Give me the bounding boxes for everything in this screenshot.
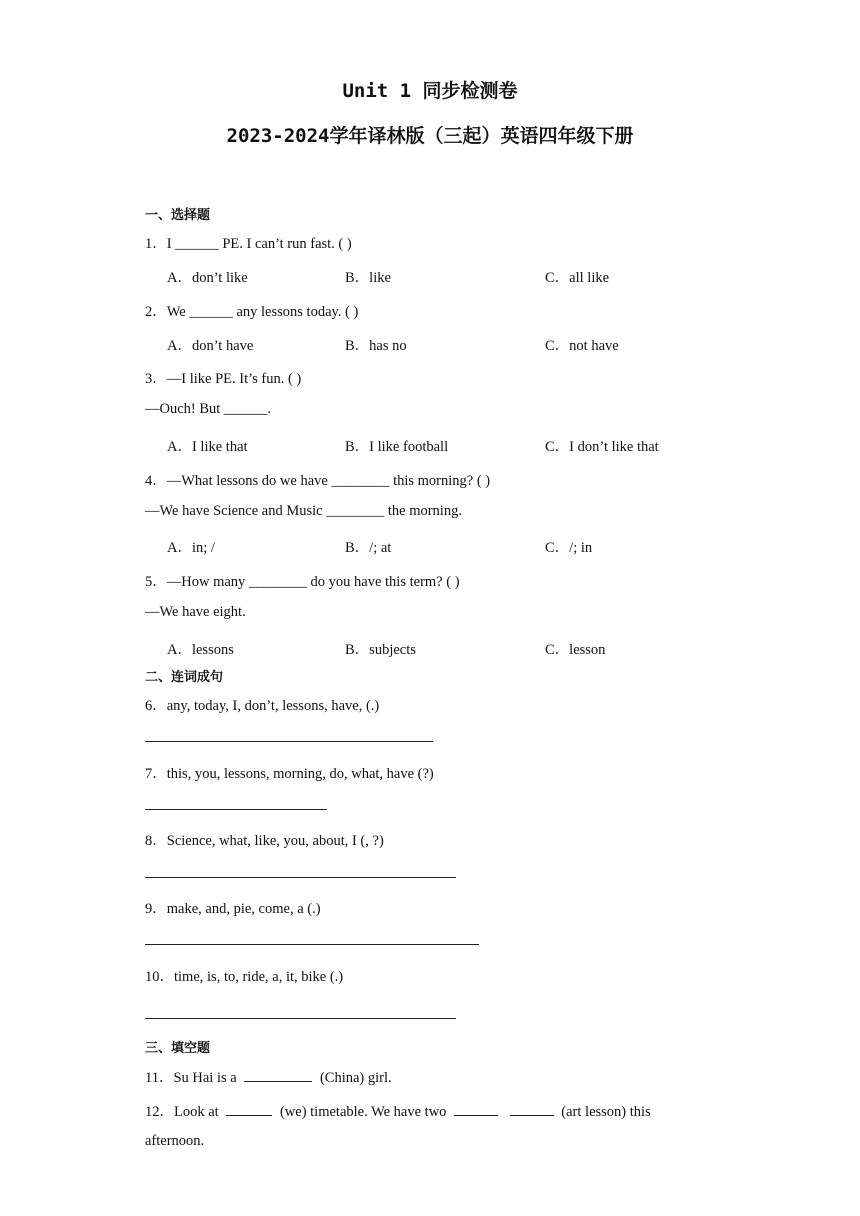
question-12-continuation: afternoon. (145, 1133, 205, 1149)
question-5: 5．—How many ________ do you have this term? ( ) (145, 574, 460, 590)
question-10: 10．time, is, to, ride, a, it, bike (.) (145, 969, 344, 985)
question-3-response: —Ouch! But ______. (145, 401, 272, 417)
blank-12-3 (510, 1101, 554, 1116)
blank-11 (244, 1067, 312, 1082)
question-4-option-c: C．/; in (545, 540, 593, 556)
question-2: 2．We ______ any lessons today. ( ) (145, 304, 359, 320)
question-3-option-c: C．I don’t like that (545, 439, 659, 455)
answer-line-7 (145, 809, 327, 810)
blank-12-1 (226, 1101, 272, 1116)
page-subtitle: 2023-2024学年译林版（三起）英语四年级下册 (226, 125, 634, 147)
question-4-option-b: B．/; at (345, 540, 392, 556)
question-2-option-b: B．has no (345, 338, 407, 354)
question-11-text-a: 11．Su Hai is a (145, 1070, 237, 1086)
answer-line-9 (145, 944, 479, 945)
page-title: Unit 1 同步检测卷 (342, 80, 518, 102)
question-5-option-b: B．subjects (345, 642, 416, 658)
question-12-text-b: (we) timetable. We have two (279, 1104, 447, 1120)
question-12 (145, 1100, 651, 1121)
question-9: 9．make, and, pie, come, a (.) (145, 901, 321, 917)
blank-12-2 (454, 1101, 498, 1116)
question-3-option-a: A．I like that (167, 439, 248, 455)
question-12-text-c: (art lesson) this (561, 1104, 651, 1120)
question-1-option-c: C．all like (545, 270, 610, 286)
question-4: 4．—What lessons do we have ________ this morning? ( ) (145, 473, 491, 489)
question-8: 8．Science, what, like, you, about, I (, ?) (145, 833, 384, 849)
question-1: 1．I ______ PE. I can’t run fast. ( ) (145, 236, 352, 252)
question-2-option-a: A．don’t have (167, 338, 254, 354)
answer-line-6 (145, 741, 433, 742)
answer-line-8 (145, 877, 456, 878)
question-11 (145, 1066, 392, 1087)
answer-line-10 (145, 1018, 456, 1019)
question-7: 7．this, you, lessons, morning, do, what, have (?) (145, 766, 434, 782)
question-12-text-a: 12．Look at (145, 1104, 219, 1120)
question-11-text-b: (China) girl. (319, 1070, 392, 1086)
question-2-option-c: C．not have (545, 338, 619, 354)
question-3: 3．—I like PE. It’s fun. ( ) (145, 371, 302, 387)
question-5-option-a: A．lessons (167, 642, 234, 658)
question-1-option-b: B．like (345, 270, 391, 286)
question-4-response: —We have Science and Music ________ the morning. (145, 503, 462, 519)
question-3-option-b: B．I like football (345, 439, 449, 455)
question-5-response: —We have eight. (145, 604, 246, 620)
section-heading-word-order: 二、连词成句 (145, 670, 224, 685)
question-6: 6．any, today, I, don’t, lessons, have, (.) (145, 698, 380, 714)
question-4-option-a: A．in; / (167, 540, 215, 556)
section-heading-fill-blank: 三、填空题 (145, 1041, 211, 1056)
section-heading-choice: 一、选择题 (145, 208, 211, 223)
question-5-option-c: C．lesson (545, 642, 606, 658)
question-1-option-a: A．don’t like (167, 270, 248, 286)
